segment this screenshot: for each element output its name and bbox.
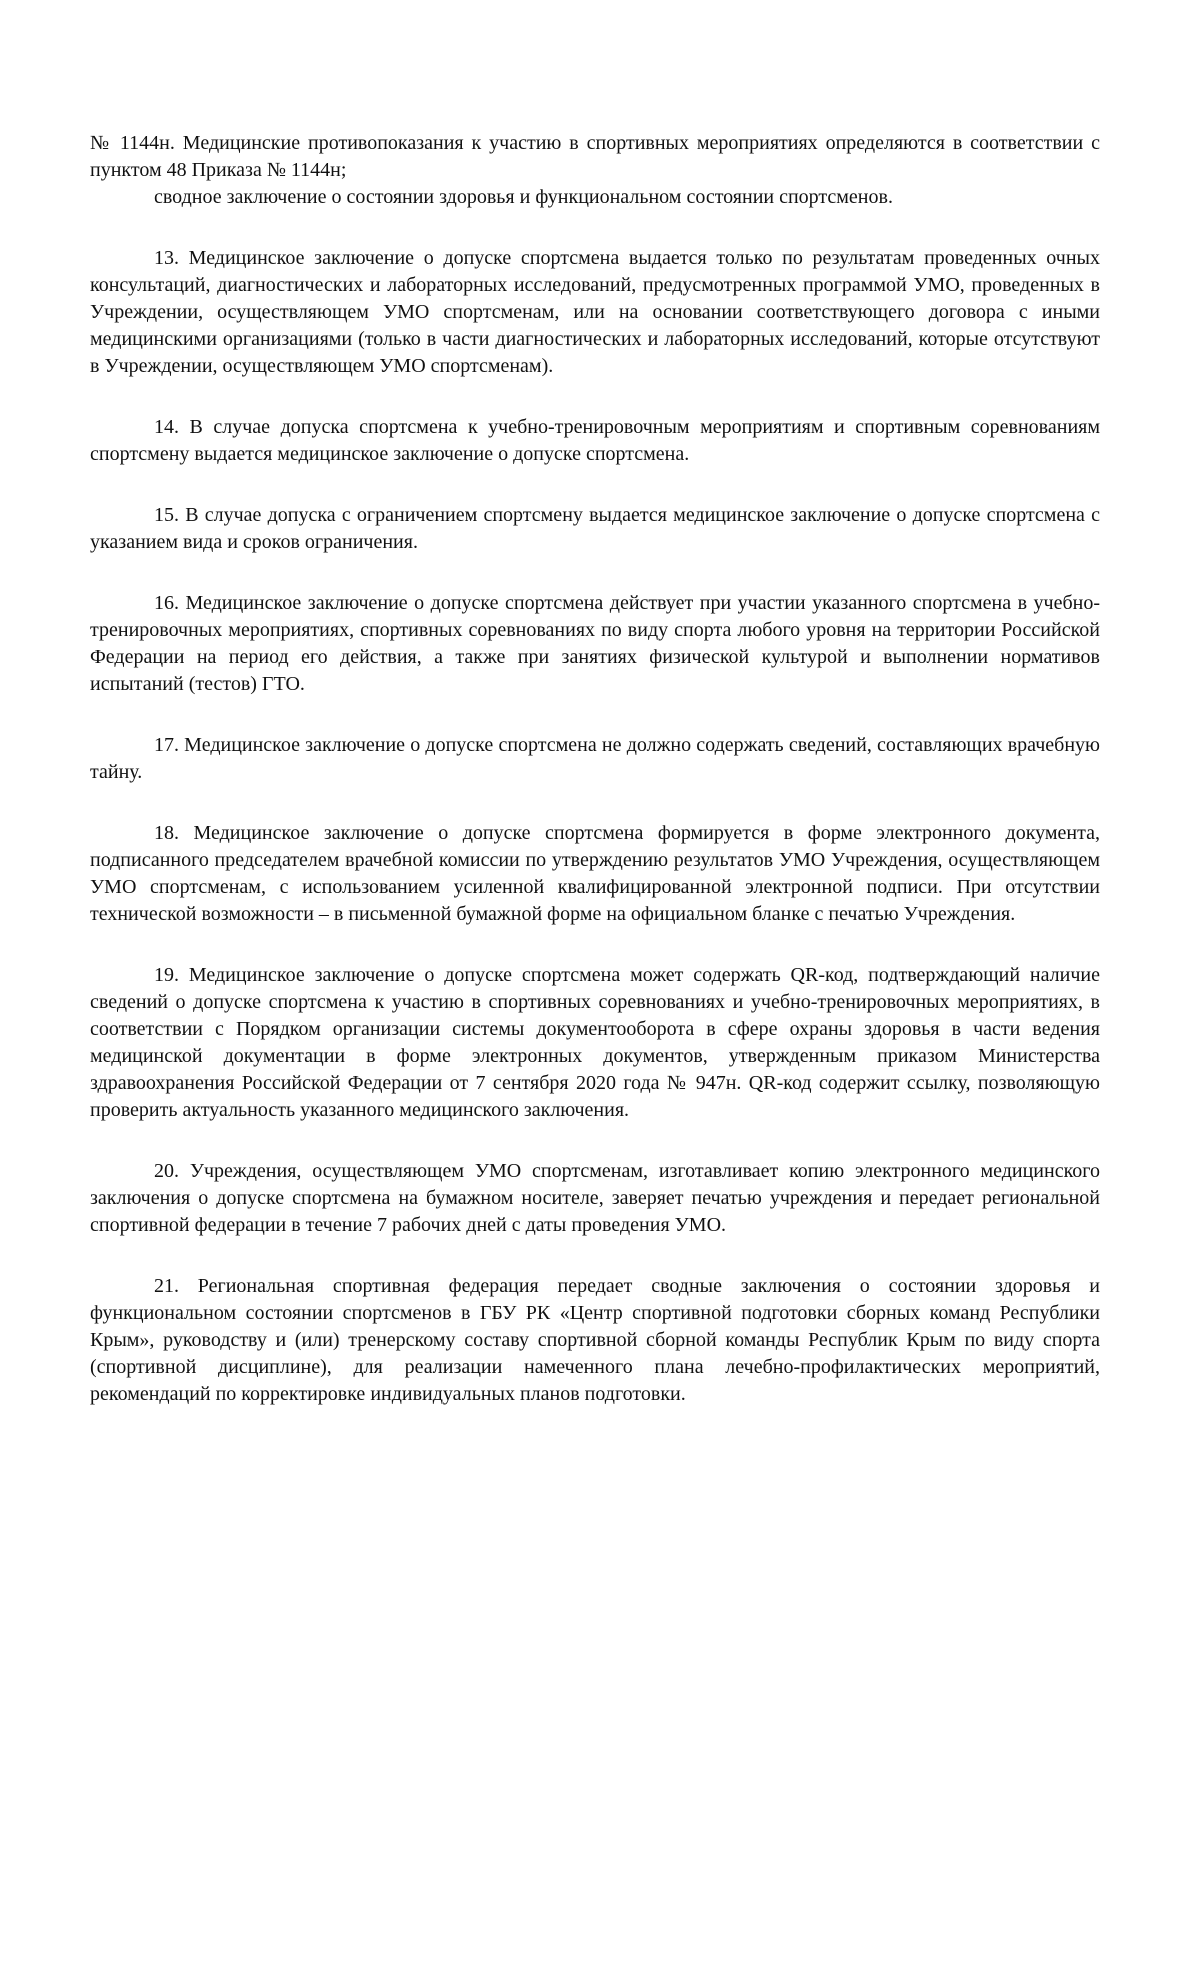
paragraph-15: 15. В случае допуска с ограничением спортсмену выдается медицинское заключение о допуске спортсмена с указанием вида и сроков ограничения. [90,504,1100,553]
paragraph-20: 20. Учреждения, осуществляющем УМО спортсменам, изготавливает копию электронного медицинского заключения о допуске спортсмена на бумажном носителе, заверяет печатью учреждения и передает региональной спортивной федерации в течение 7 рабочих дней с даты проведения УМО. [90,1160,1100,1236]
document-body [90,130,1100,1408]
paragraph-14: 14. В случае допуска спортсмена к учебно-тренировочным мероприятиям и спортивным соревнованиям спортсмену выдается медицинское заключение о допуске спортсмена. [90,416,1100,465]
paragraph-17: 17. Медицинское заключение о допуске спортсмена не должно содержать сведений, составляющих врачебную тайну. [90,734,1100,783]
lead-item: сводное заключение о состоянии здоровья и функциональном состоянии спортсменов. [154,186,893,208]
paragraph-21: 21. Региональная спортивная федерация передает сводные заключения о состоянии здоровья и функциональном состоянии спортсменов в ГБУ РК «Центр спортивной подготовки сборных команд Республики Крым», руководству и (или) тренерскому составу спортивной сборной команды Республик Крым по виду спорта (спортивной дисциплине), для реализации намеченного плана лечебно-профилактических мероприятий, рекомендаций по корректировке индивидуальных планов подготовки. [90,1275,1100,1405]
paragraph-19: 19. Медицинское заключение о допуске спортсмена может содержать QR-код, подтверждающий наличие сведений о допуске спортсмена к участию в спортивных соревнованиях и учебно-тренировочных мероприятиях, в соответствии с Порядком организации системы документооборота в сфере охраны здоровья в части ведения медицинской документации в форме электронных документов, утвержденным приказом Министерства здравоохранения Российской Федерации от 7 сентября 2020 года № 947н. QR-код содержит ссылку, позволяющую проверить актуальность указанного медицинского заключения. [90,964,1100,1121]
paragraph-18: 18. Медицинское заключение о допуске спортсмена формируется в форме электронного документа, подписанного председателем врачебной комиссии по утверждению результатов УМО Учреждения, осуществляющем УМО спортсменам, с использованием усиленной квалифицированной электронной подписи. При отсутствии технической возможности – в письменной бумажной форме на официальном бланке с печатью Учреждения. [90,822,1100,925]
lead-paragraph: № 1144н. Медицинские противопоказания к участию в спортивных мероприятиях определяются в соответствии с пунктом 48 Приказа № 1144н; [90,132,1100,181]
paragraph-13: 13. Медицинское заключение о допуске спортсмена выдается только по результатам проведенных очных консультаций, диагностических и лабораторных исследований, предусмотренных программой УМО, проведенных в Учреждении, осуществляющем УМО спортсменам, или на основании соответствующего договора с иными медицинскими организациями (только в части диагностических и лабораторных исследований, которые отсутствуют в Учреждении, осуществляющем УМО спортсменам). [90,247,1100,377]
paragraph-16: 16. Медицинское заключение о допуске спортсмена действует при участии указанного спортсмена в учебно-тренировочных мероприятиях, спортивных соревнованиях по виду спорта любого уровня на территории Российской Федерации на период его действия, а также при занятиях физической культурой и выполнении нормативов испытаний (тестов) ГТО. [90,592,1100,695]
